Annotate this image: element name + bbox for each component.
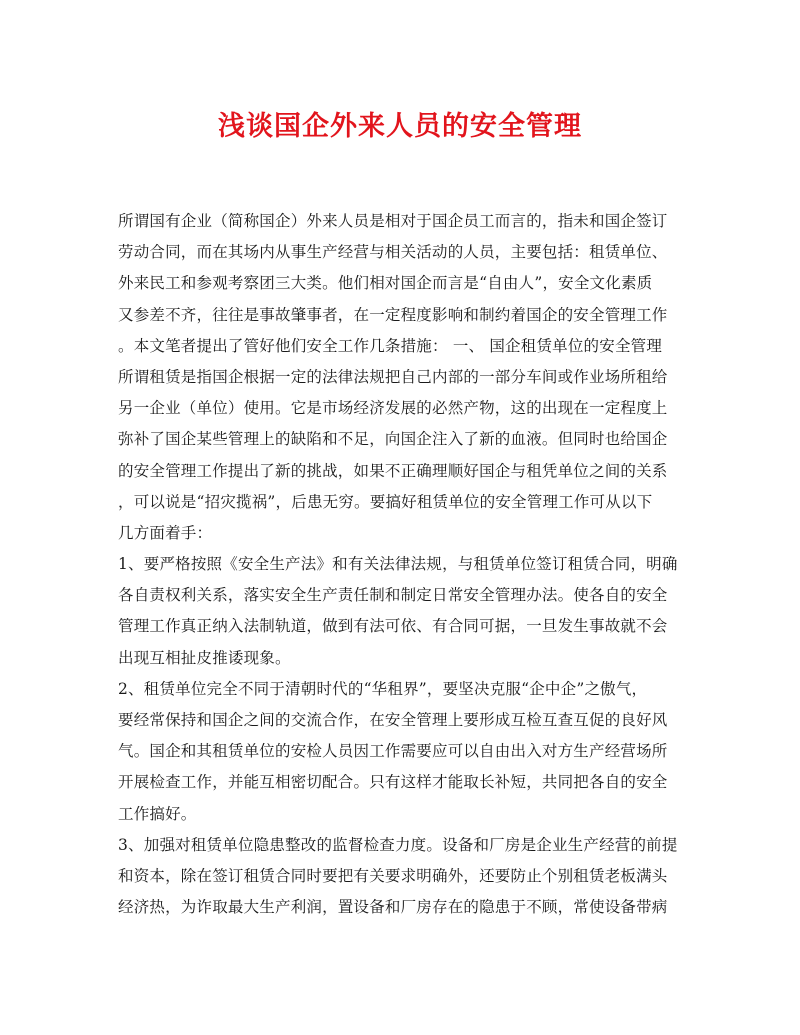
body-line: 开展检查工作，并能互相密切配合。只有这样才能取长补短，共同把各自的安全 xyxy=(118,773,668,792)
body-line: 和资本，除在签订租赁合同时要把有关要求明确外，还要防止个别租赁老板满头 xyxy=(118,866,668,885)
body-line: 1、要严格按照《安全生产法》和有关法律法规，与租赁单位签订租赁合同，明确 xyxy=(118,555,678,574)
body-line: 2、租赁单位完全不同于清朝时代的“华租界”，要坚决克服“企中企”之傲气， xyxy=(118,679,648,698)
body-line: 管理工作真正纳入法制轨道，做到有法可依、有合同可据，一旦发生事故就不会 xyxy=(118,617,668,636)
body-line: 所谓国有企业（简称国企）外来人员是相对于国企员工而言的，指未和国企签订 xyxy=(118,212,668,230)
body-line: 外来民工和参观考察团三大类。他们相对国企而言是“自由人”，安全文化素质 xyxy=(118,274,653,293)
body-line: 出现互相扯皮推诿现象。 xyxy=(118,648,291,667)
document-title: 浅谈国企外来人员的安全管理 xyxy=(218,111,582,142)
body-line: 经济热，为诈取最大生产利润，置设备和厂房存在的隐患于不顾，常使设备带病 xyxy=(118,898,668,917)
document-body xyxy=(118,206,693,923)
body-line: 。本文笔者提出了管好他们安全工作几条措施： 一、 国企租赁单位的安全管理 xyxy=(118,336,663,355)
body-line: ，可以说是“招灾揽祸”，后患无穷。要搞好租赁单位的安全管理工作可从以下 xyxy=(118,492,653,511)
body-line: 弥补了国企某些管理上的缺陷和不足，向国企注入了新的血液。但同时也给国企 xyxy=(118,430,668,449)
body-line: 所谓租赁是指国企根据一定的法律法规把自己内部的一部分车间或作业场所租给 xyxy=(118,367,668,386)
body-line: 工作搞好。 xyxy=(118,804,197,823)
body-line: 3、加强对租赁单位隐患整改的监督检查力度。设备和厂房是企业生产经营的前提 xyxy=(118,835,678,854)
body-line: 又参差不齐，往往是事故肇事者，在一定程度影响和制约着国企的安全管理工作 xyxy=(118,305,668,324)
body-line: 的安全管理工作提出了新的挑战，如果不正确理顺好国企与租凭单位之间的关系 xyxy=(118,461,668,480)
body-line: 几方面着手： xyxy=(118,523,213,542)
body-line: 要经常保持和国企之间的交流合作，在安全管理上要形成互检互查互促的良好风 xyxy=(118,711,668,729)
body-line: 气。国企和其租赁单位的安检人员因工作需要应可以自由出入对方生产经营场所 xyxy=(118,742,668,761)
body-line: 另一企业（单位）使用。它是市场经济发展的必然产物，这的出现在一定程度上 xyxy=(118,399,668,418)
body-line: 各自责权利关系，落实安全生产责任制和制定日常安全管理办法。使各自的安全 xyxy=(118,586,668,605)
body-line: 劳动合同，而在其场内从事生产经营与相关活动的人员，主要包括：租赁单位、 xyxy=(118,243,668,262)
